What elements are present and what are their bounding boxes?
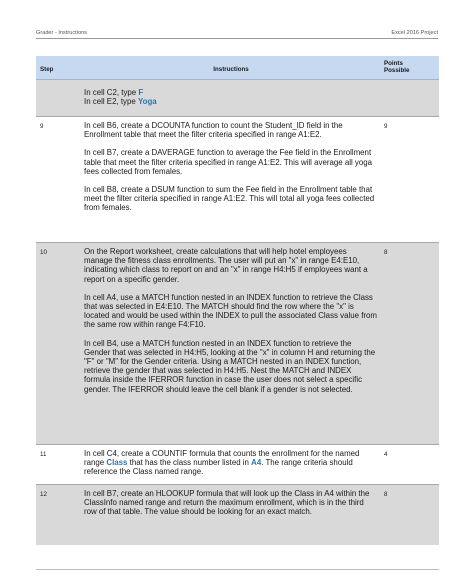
- instruction-paragraph: On the Report worksheet, create calculations that will help hotel employees manage the fitness class enrollments. The user will put an "x" in range E4:E10, indicating which class to report on and an "x" in range H4:H5 if employees want a report on a specific gender.: [84, 247, 368, 284]
- step-cell: 9: [36, 117, 81, 243]
- typed-value: Yoga: [137, 97, 157, 107]
- table-row: [36, 117, 439, 243]
- instruction-text: In cell C4, create a COUNTIF formula that counts the enrollment for the named range: [84, 449, 360, 468]
- instruction-text: In cell C2, type: [84, 88, 139, 97]
- instruction-cell: [81, 243, 381, 445]
- header-left-text: Grader - Instructions: [36, 30, 87, 36]
- header-right-text: Excel 2016 Project: [391, 30, 438, 36]
- instruction-paragraph: In cell B4, use a MATCH function nested in an INDEX function to retrieve the Gender that was selected in H4:H5, looking at the "x" in column H and returning the "F" or "M" for the Gender criteria. Using a MATCH nested in an INDEX function, retrieve the gender that was selected in H4:H5. Nest the MATCH and INDEX formula inside the IFERROR function in case the user does not select a specific gender. The IFERROR should leave the cell blank if a gender is not selected.: [84, 338, 376, 394]
- points-cell: 9: [381, 117, 439, 243]
- typed-value: F: [138, 88, 144, 97]
- table-row: [36, 445, 439, 485]
- instruction-cell: [81, 485, 381, 545]
- cell-reference-keyword: A4: [251, 458, 262, 468]
- footer-divider: [36, 569, 439, 570]
- instruction-paragraph: In cell B7, create a DAVERAGE function to average the Fee field in the Enrollment table that meet the filter criteria specified in range A1:E2. This will average all yoga fees collected from females.: [84, 148, 373, 176]
- instruction-paragraph: In cell B6, create a DCOUNTA function to count the Student_ID field in the Enrollment table that meet the filter criteria specified in range A1:E2.: [84, 121, 343, 140]
- instruction-text: . The range criteria should reference the Class named range.: [84, 458, 353, 477]
- step-cell: 11: [36, 445, 81, 485]
- page-header: [36, 30, 438, 39]
- instruction-line: [84, 97, 377, 106]
- column-header-points: [381, 56, 439, 80]
- points-cell: 4: [381, 445, 439, 485]
- named-range-keyword: Class: [106, 458, 128, 468]
- points-cell: [381, 80, 439, 117]
- step-cell: 10: [36, 243, 81, 445]
- instruction-cell: [81, 117, 381, 243]
- step-cell: [36, 80, 81, 117]
- instructions-table: [36, 56, 439, 545]
- points-cell: 8: [381, 485, 439, 545]
- points-header-line1: Points: [384, 60, 403, 67]
- instruction-paragraph: In cell B8, create a DSUM function to sum the Fee field in the Enrollment table that meet the filter criteria specified in range A1:E2. This will total all yoga fees collected from females.: [84, 185, 375, 213]
- instruction-paragraph: In cell A4, use a MATCH function nested in an INDEX function to retrieve the Class that was selected in E4:E10. The MATCH should find the row where the "x" is located and would be used within the INDEX to pull the associated Class value from the same row within range F4:F10.: [84, 292, 377, 330]
- table-row: [36, 80, 439, 117]
- instruction-paragraph: In cell B7, create an HLOOKUP formula that will look up the Class in A4 within the ClassInfo named range and return the maximum enrollment, which is in the third row of that table. The value should be looking for an exact match.: [84, 489, 370, 517]
- column-header-instructions: Instructions: [81, 56, 381, 80]
- table-row: [36, 243, 439, 445]
- instruction-line: [84, 88, 377, 97]
- table-row: [36, 485, 439, 545]
- instruction-cell: [81, 445, 381, 485]
- instruction-cell: [81, 80, 381, 117]
- column-header-step: Step: [36, 56, 81, 80]
- table-header-row: [36, 56, 439, 80]
- instruction-text: In cell E2, type: [84, 97, 138, 107]
- points-header-line2: Possible: [384, 67, 410, 74]
- instruction-text: that has the class number listed in: [127, 458, 252, 468]
- points-cell: 8: [381, 243, 439, 445]
- step-cell: 12: [36, 485, 81, 545]
- instruction-paragraph: [84, 449, 377, 477]
